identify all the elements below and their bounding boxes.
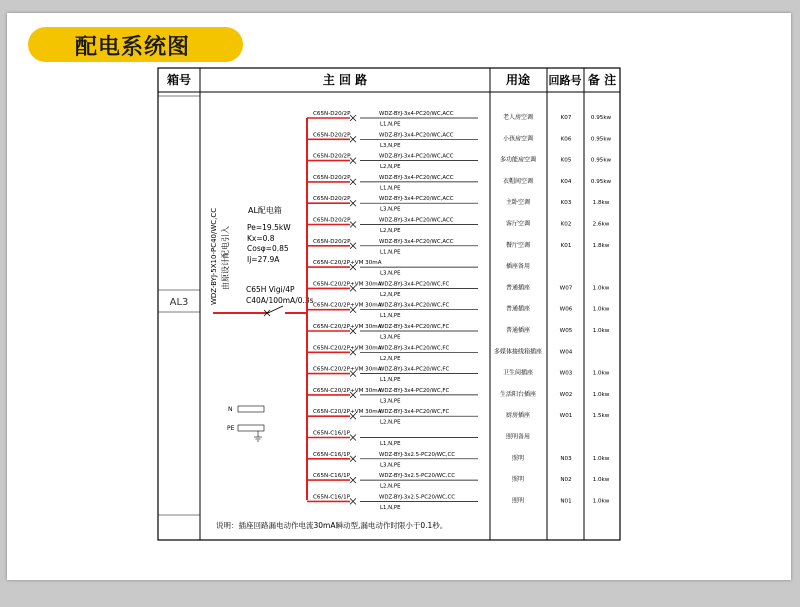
- circuit-remark: 1.8kw: [592, 242, 610, 249]
- circuit-number: W04: [559, 349, 573, 356]
- breaker-label: C65N-D20/2P: [313, 174, 351, 181]
- circuit-use: 餐厅空调: [505, 241, 531, 249]
- circuit-use: 主卧空调: [505, 199, 531, 207]
- circuit-number: K02: [560, 221, 572, 228]
- breaker-label: C65N-D20/2P: [313, 196, 351, 203]
- phase-label: L1,N,PE: [380, 249, 401, 256]
- breaker-label: C65N-C20/2P+VM 30mA: [313, 302, 382, 309]
- cable-label: WDZ-BYJ-3x4-PC20/WC,ACC: [379, 132, 454, 139]
- breaker-label: C65N-D20/2P: [313, 111, 351, 117]
- cable-label: WDZ-BYJ-3x4-PC20/WC,ACC: [379, 174, 454, 181]
- cable-label: WDZ-BYJ-3x4-PC20/WC,ACC: [379, 217, 454, 224]
- breaker-label: C65N-C16/1P: [313, 494, 351, 501]
- circuit-remark: 1.0kw: [592, 391, 610, 398]
- circuit-remark: 0.95kw: [590, 178, 612, 185]
- phase-label: L1,N,PE: [380, 121, 401, 128]
- header-remark: 备 注: [587, 73, 617, 87]
- phase-label: L2,N,PE: [380, 483, 401, 490]
- circuit-number: W07: [559, 285, 573, 292]
- breaker-label: C65N-C20/2P+VM 30mA: [313, 345, 382, 352]
- circuit-use: 衣帽间空调: [502, 177, 534, 185]
- phase-label: L2,N,PE: [380, 355, 401, 362]
- circuit-remark: 0.95kw: [590, 136, 612, 143]
- circuit-use: 普通插座: [505, 284, 531, 292]
- ground-symbol: [254, 431, 262, 441]
- cable-label: WDZ-BYJ-3x4-PC20/WC,ACC: [379, 153, 454, 160]
- cable-label: WDZ-BYJ-3x2.5-PC20/WC,CC: [379, 494, 456, 501]
- breaker-label: C65N-D20/2P: [313, 217, 351, 224]
- circuit-number: K04: [560, 178, 572, 185]
- phase-label: L1,N,PE: [380, 377, 401, 384]
- circuit-use: 客厅空调: [505, 220, 531, 228]
- circuit-remark: 1.8kw: [592, 200, 610, 207]
- circuit-remark: 1.0kw: [592, 328, 610, 334]
- panel-cos: Cosφ=0.85: [247, 244, 289, 253]
- circuit-remark: 1.0kw: [592, 498, 610, 505]
- cable-label: WDZ-BYJ-3x2.5-PC20/WC,CC: [379, 473, 456, 480]
- breaker-label: C65N-C16/1P: [313, 451, 351, 458]
- circuit-number: W05: [559, 328, 573, 334]
- phase-label: L1,N,PE: [380, 441, 401, 447]
- circuit-number: N03: [560, 455, 572, 462]
- circuit-number: N01: [560, 498, 572, 505]
- circuit-use: 照明: [511, 497, 525, 505]
- circuit-use: 照明: [511, 476, 525, 484]
- breaker-label: C65N-C20/2P+VM 30mA: [313, 409, 382, 416]
- footnote: 说明：插座回路漏电动作电流30mA瞬动型,漏电动作时限小于0.1秒。: [216, 521, 448, 530]
- cable-label: WDZ-BYJ-3x4-PC20/WC,FC: [379, 345, 450, 352]
- phase-label: L1,N,PE: [380, 185, 401, 192]
- circuit-remark: 1.0kw: [592, 477, 610, 484]
- circuit-number: K03: [560, 200, 572, 207]
- circuit-number: W01: [559, 413, 573, 420]
- panel-pe: Pe=19.5kW: [247, 223, 291, 232]
- terminal-n-bar: [238, 406, 264, 412]
- circuit-number: W03: [559, 370, 573, 377]
- main-breaker-symbol: [264, 306, 283, 316]
- header-box: 箱号: [166, 73, 192, 87]
- main-feeder: [213, 118, 307, 500]
- panel-name: AL配电箱: [248, 206, 282, 215]
- terminal-pe-label: PE: [227, 425, 235, 432]
- circuit-number: K01: [560, 242, 572, 249]
- circuit-remark: 1.0kw: [592, 455, 610, 462]
- circuit-number: K05: [560, 157, 572, 164]
- phase-label: L2,N,PE: [380, 228, 401, 234]
- main-breaker-model: C65H Vigi/4P: [246, 285, 295, 294]
- main-breaker-rating: C40A/100mA/0.3s: [246, 296, 314, 305]
- incoming-cable-label: WDZ-BYJ-5X10-PC40/WC,CC: [210, 207, 218, 305]
- phase-label: L3,N,PE: [380, 462, 401, 469]
- cable-label: WDZ-BYJ-3x4-PC20/WC,ACC: [379, 196, 454, 203]
- circuit-remark: 1.0kw: [592, 306, 610, 313]
- circuit-remark: 1.0kw: [592, 370, 610, 377]
- phase-label: L2,N,PE: [380, 291, 401, 298]
- circuit-use: 多媒体接线箱插座: [493, 348, 543, 356]
- cable-label: WDZ-BYJ-3x4-PC20/WC,ACC: [379, 238, 454, 245]
- circuit-use: 老人房空调: [502, 114, 534, 121]
- circuit-remark: 1.0kw: [592, 285, 610, 292]
- circuit-use: 普通插座: [505, 327, 531, 334]
- circuit-number: N02: [560, 477, 572, 484]
- page-title: 配电系统图: [75, 35, 191, 60]
- cable-label: WDZ-BYJ-3x4-PC20/WC,FC: [379, 302, 450, 309]
- breaker-label: C65N-C20/2P+VM 30mA: [313, 324, 382, 330]
- terminal-n-label: N: [228, 406, 233, 413]
- phase-label: L1,N,PE: [380, 313, 401, 320]
- breaker-label: C65N-D20/2P: [313, 132, 351, 139]
- circuit-use: 插座备用: [505, 263, 531, 271]
- breaker-label: C65N-C16/1P: [313, 430, 351, 437]
- cable-label: WDZ-BYJ-3x2.5-PC20/WC,CC: [379, 451, 456, 458]
- circuit-use: 小孩房空调: [502, 135, 534, 143]
- circuit-use: 照明备用: [505, 433, 531, 441]
- circuit-number: W06: [559, 306, 573, 313]
- cable-label: WDZ-BYJ-3x4-PC20/WC,FC: [379, 409, 450, 416]
- phase-label: L3,N,PE: [380, 334, 401, 341]
- phase-label: L2,N,PE: [380, 419, 401, 426]
- cable-label: WDZ-BYJ-3x4-PC20/WC,ACC: [379, 111, 454, 117]
- panel-ij: Ij=27.9A: [247, 255, 280, 264]
- breaker-label: C65N-C20/2P+VM 30mA: [313, 387, 382, 394]
- circuit-remark: 1.5kw: [592, 413, 610, 420]
- circuit-use: 生活阳台插座: [499, 390, 537, 398]
- phase-label: L3,N,PE: [380, 206, 401, 213]
- circuit-remark: 0.95kw: [590, 157, 612, 164]
- incoming-note-label: 由原设计配电引入: [221, 226, 230, 290]
- circuit-remark: 2.6kw: [592, 221, 610, 228]
- header-main: 主 回 路: [322, 73, 368, 87]
- breaker-label: C65N-D20/2P: [313, 153, 351, 160]
- circuit-use: 卫生间插座: [502, 369, 534, 377]
- circuit-number: W02: [559, 391, 573, 398]
- circuit-use: 普通插座: [505, 305, 531, 313]
- breaker-label: C65N-C20/2P+VM 30mA: [313, 260, 382, 267]
- box-id: AL3: [169, 297, 189, 308]
- header-use: 用途: [505, 73, 531, 87]
- circuit-remark: 0.95kw: [590, 115, 612, 121]
- cable-label: WDZ-BYJ-3x4-PC20/WC,FC: [379, 324, 450, 330]
- phase-label: L3,N,PE: [380, 270, 401, 277]
- cable-label: WDZ-BYJ-3x4-PC20/WC,FC: [379, 387, 450, 394]
- phase-label: L1,N,PE: [380, 504, 401, 511]
- breaker-label: C65N-D20/2P: [313, 238, 351, 245]
- breaker-label: C65N-C20/2P+VM 30mA: [313, 281, 382, 288]
- header-circuit-no: 回路号: [548, 74, 582, 87]
- breaker-label: C65N-C20/2P+VM 30mA: [313, 366, 382, 373]
- phase-label: L2,N,PE: [380, 164, 401, 171]
- panel-kx: Kx=0.8: [247, 234, 275, 243]
- circuit-use: 厨房插座: [505, 412, 531, 420]
- breaker-label: C65N-C16/1P: [313, 473, 351, 480]
- circuit-use: 照明: [511, 454, 525, 462]
- branch-circuits: [307, 111, 612, 511]
- phase-label: L3,N,PE: [380, 398, 401, 405]
- cable-label: WDZ-BYJ-3x4-PC20/WC,FC: [379, 281, 450, 288]
- phase-label: L3,N,PE: [380, 142, 401, 149]
- cable-label: WDZ-BYJ-3x4-PC20/WC,FC: [379, 366, 450, 373]
- circuit-number: K07: [560, 115, 572, 121]
- circuit-use: 多功能房空调: [499, 156, 537, 164]
- terminal-pe-bar: [238, 425, 264, 431]
- circuit-number: K06: [560, 136, 572, 143]
